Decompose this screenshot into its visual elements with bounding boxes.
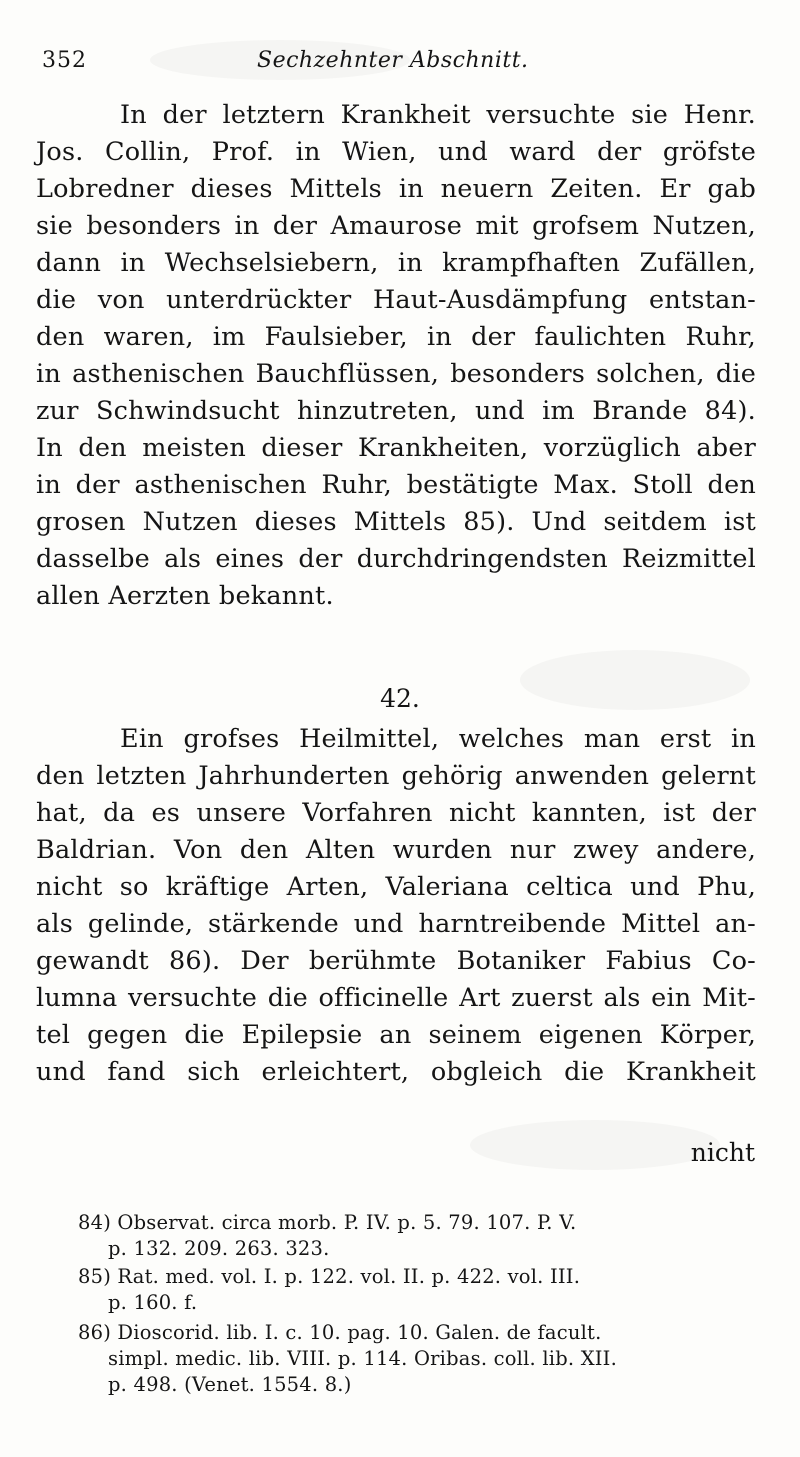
text-line: als gelinde, stärkende und harntreibende Mittel an- (36, 909, 756, 939)
text-line: grosen Nutzen dieses Mittels 85). Und seitdem ist (36, 507, 756, 537)
catchword: nicht (690, 1138, 755, 1167)
page-header (42, 42, 758, 82)
text-line: gewandt 86). Der berühmte Botaniker Fabius Co- (36, 946, 756, 976)
page-number: 352 (42, 48, 87, 73)
text-line: nicht so kräftige Arten, Valeriana celtica und Phu, (36, 872, 756, 902)
text-line: die von unterdrückter Haut-Ausdämpfung entstan- (36, 285, 756, 315)
text-line: sie besonders in der Amaurose mit grofsem Nutzen, (36, 211, 756, 241)
text-line: Jos. Collin, Prof. in Wien, und ward der gröfste (36, 137, 756, 167)
running-title: Sechzehnter Abschnitt. (257, 48, 529, 73)
text-line: Lobredner dieses Mittels in neuern Zeiten. Er gab (36, 174, 756, 204)
text-line: Baldrian. Von den Alten wurden nur zwey andere, (36, 835, 756, 865)
footnote-86-line-1: 86) Dioscorid. lib. I. c. 10. pag. 10. Galen. de facult. (78, 1321, 602, 1344)
section-number: 42. (380, 684, 420, 713)
footnote-84-line-1: 84) Observat. circa morb. P. IV. p. 5. 79. 107. P. V. (78, 1211, 577, 1234)
text-line: den letzten Jahrhunderten gehörig anwenden gelernt (36, 761, 756, 791)
text-line: in der asthenischen Ruhr, bestätigte Max. Stoll den (36, 470, 756, 500)
text-line: in asthenischen Bauchflüssen, besonders solchen, die (36, 359, 756, 389)
text-line: dann in Wechselsiebern, in krampfhaften Zufällen, (36, 248, 756, 278)
footnote-85-line-2: p. 160. f. (108, 1291, 198, 1314)
footnote-84-line-2: p. 132. 209. 263. 323. (108, 1237, 330, 1260)
text-line: den waren, im Faulsieber, in der faulichten Ruhr, (36, 322, 756, 352)
text-line: zur Schwindsucht hinzutreten, und im Brande 84). (36, 396, 756, 426)
text-line: Ein grofses Heilmittel, welches man erst in (120, 724, 756, 754)
text-line: lumna versuchte die officinelle Art zuerst als ein Mit- (36, 983, 756, 1013)
text-line: tel gegen die Epilepsie an seinem eigenen Körper, (36, 1020, 756, 1050)
text-line: In der letztern Krankheit versuchte sie Henr. (120, 100, 756, 130)
text-line: hat, da es unsere Vorfahren nicht kannten, ist der (36, 798, 756, 828)
footnote-86-line-2: simpl. medic. lib. VIII. p. 114. Oribas. coll. lib. XII. (108, 1347, 617, 1370)
bleed-through-stain (470, 1120, 720, 1170)
footnote-85-line-1: 85) Rat. med. vol. I. p. 122. vol. II. p. 422. vol. III. (78, 1265, 581, 1288)
text-line: In den meisten dieser Krankheiten, vorzüglich aber (36, 433, 756, 463)
text-line: und fand sich erleichtert, obgleich die Krankheit (36, 1057, 756, 1087)
text-line: dasselbe als eines der durchdringendsten Reizmittel (36, 544, 756, 574)
text-line: allen Aerzten bekannt. (36, 581, 334, 611)
footnote-86-line-3: p. 498. (Venet. 1554. 8.) (108, 1373, 352, 1396)
